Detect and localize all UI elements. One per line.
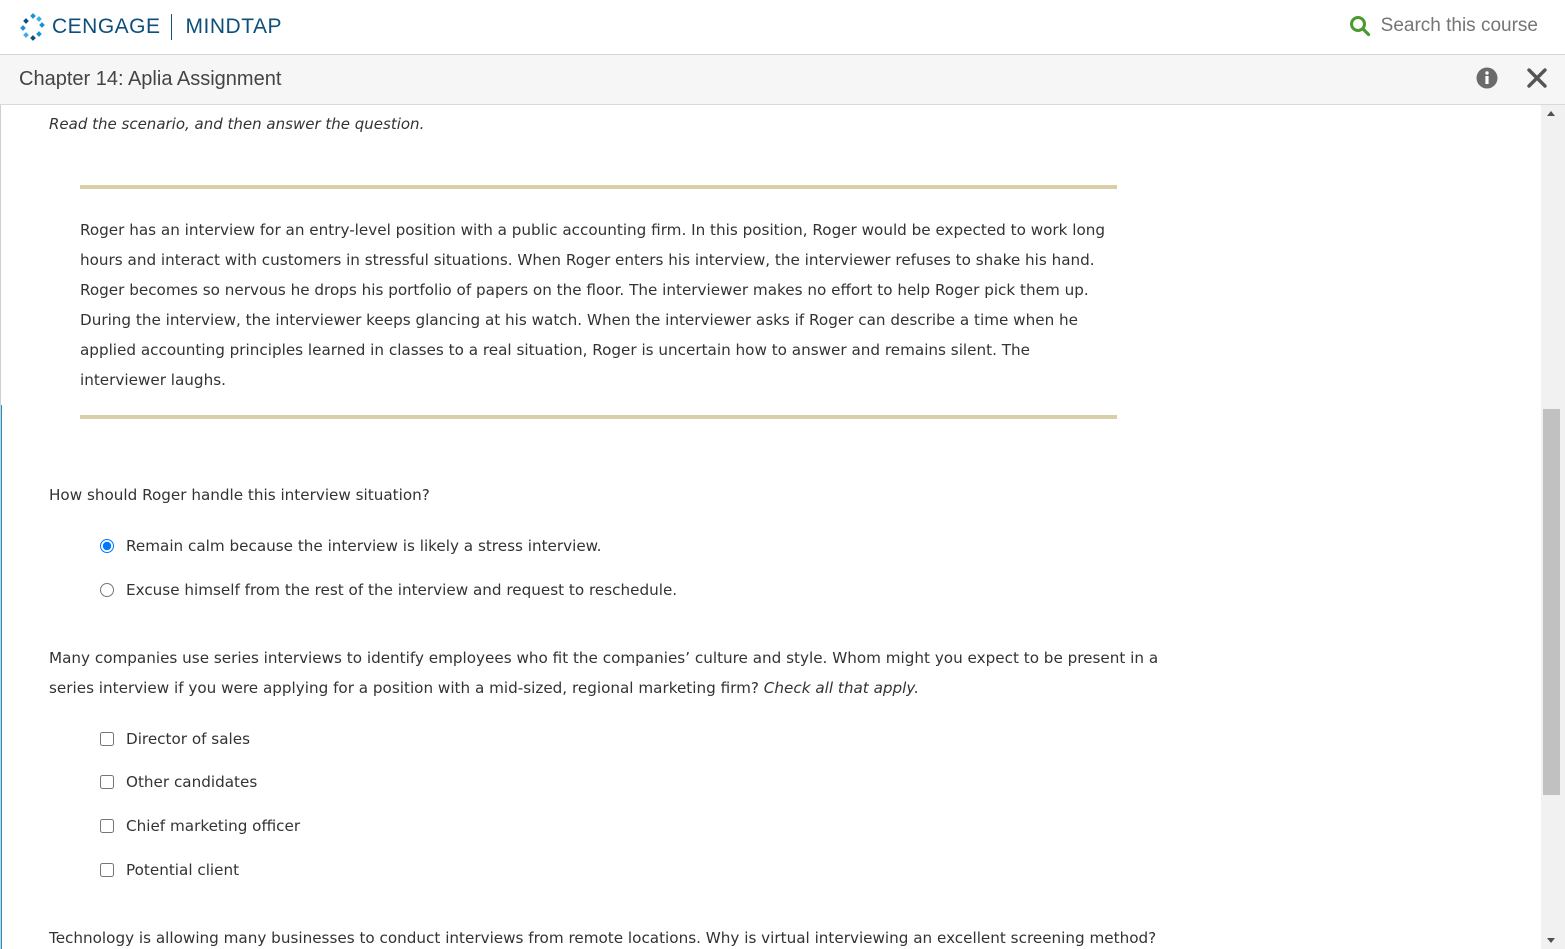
q2-option-4-label: Potential client — [126, 861, 240, 879]
question-3: Technology is allowing many businesses to conduct interviews from remote locations. Why is virtual interviewing an excellent screening method? — [49, 929, 1157, 947]
q1-option-1-label: Remain calm because the interview is likely a stress interview. — [126, 537, 602, 555]
q2-option-3-label: Chief marketing officer — [126, 817, 301, 835]
vertical-scrollbar[interactable] — [1541, 105, 1565, 949]
q2-option-1-checkbox[interactable] — [100, 732, 114, 746]
scroll-down-arrow-icon[interactable] — [1547, 938, 1555, 943]
q2-option-2[interactable] — [98, 773, 257, 791]
question-1: How should Roger handle this interview situation? — [49, 486, 430, 504]
q2-option-4[interactable] — [98, 861, 239, 879]
instruction-text: Read the scenario, and then answer the question. — [49, 115, 425, 133]
activity-title-bar — [0, 55, 1565, 105]
search-input[interactable]: Search this course — [1380, 15, 1538, 36]
cengage-mindtap-logo[interactable] — [18, 12, 282, 42]
q1-option-1[interactable] — [98, 537, 602, 555]
top-navigation-bar — [0, 0, 1565, 55]
scrollbar-thumb[interactable] — [1543, 409, 1560, 795]
info-icon[interactable] — [1476, 67, 1498, 89]
product-name: MINDTAP — [185, 15, 282, 38]
q2-option-1[interactable] — [98, 730, 250, 748]
scenario-text: Roger has an interview for an entry-level position with a public accounting firm. In this position, Roger would be expected to work long hours and interact with customers in stressful situations. When Roger enters his interview, the interviewer refuses to shake his hand. Roger becomes so nervous he drops his portfolio of papers on the floor. The interviewer makes no effort to help Roger pick them up. During the interview, the interviewer keeps glancing at his watch. When the interviewer asks if Roger can describe a time when he applied accounting principles learned in classes to a real situation, Roger is uncertain how to answer and remains silent. The interviewer laughs. — [80, 221, 1106, 389]
cengage-logo-icon — [18, 12, 48, 42]
q1-option-1-radio[interactable] — [100, 539, 114, 553]
scenario-bottom-divider — [80, 415, 1117, 419]
question-2 — [49, 643, 1159, 703]
q1-option-2-label: Excuse himself from the rest of the interview and request to reschedule. — [126, 581, 678, 599]
q2-option-3[interactable] — [98, 817, 300, 835]
question-2-hint: Check all that apply. — [763, 679, 920, 697]
scenario-top-divider — [80, 185, 1117, 189]
q2-option-2-checkbox[interactable] — [100, 775, 114, 789]
q2-option-4-checkbox[interactable] — [100, 863, 114, 877]
question-2-text: Many companies use series interviews to identify employees who fit the companies’ culture and style. Whom might you expect to be present in a series interview if you were applying for a position with a mid-sized, regional marketing firm? — [49, 649, 1159, 697]
search-icon[interactable] — [1349, 15, 1371, 37]
page-title: Chapter 14: Aplia Assignment — [19, 68, 282, 90]
assignment-content — [0, 105, 1541, 949]
q2-option-3-checkbox[interactable] — [100, 819, 114, 833]
q1-option-2[interactable] — [98, 581, 677, 599]
logo-divider — [171, 14, 172, 40]
close-icon[interactable] — [1526, 67, 1548, 89]
scroll-up-arrow-icon[interactable] — [1547, 111, 1555, 116]
course-search[interactable] — [1349, 15, 1538, 37]
q1-option-2-radio[interactable] — [100, 583, 114, 597]
q2-option-1-label: Director of sales — [126, 730, 250, 748]
brand-name: CENGAGE — [52, 15, 161, 38]
q2-option-2-label: Other candidates — [126, 773, 258, 791]
